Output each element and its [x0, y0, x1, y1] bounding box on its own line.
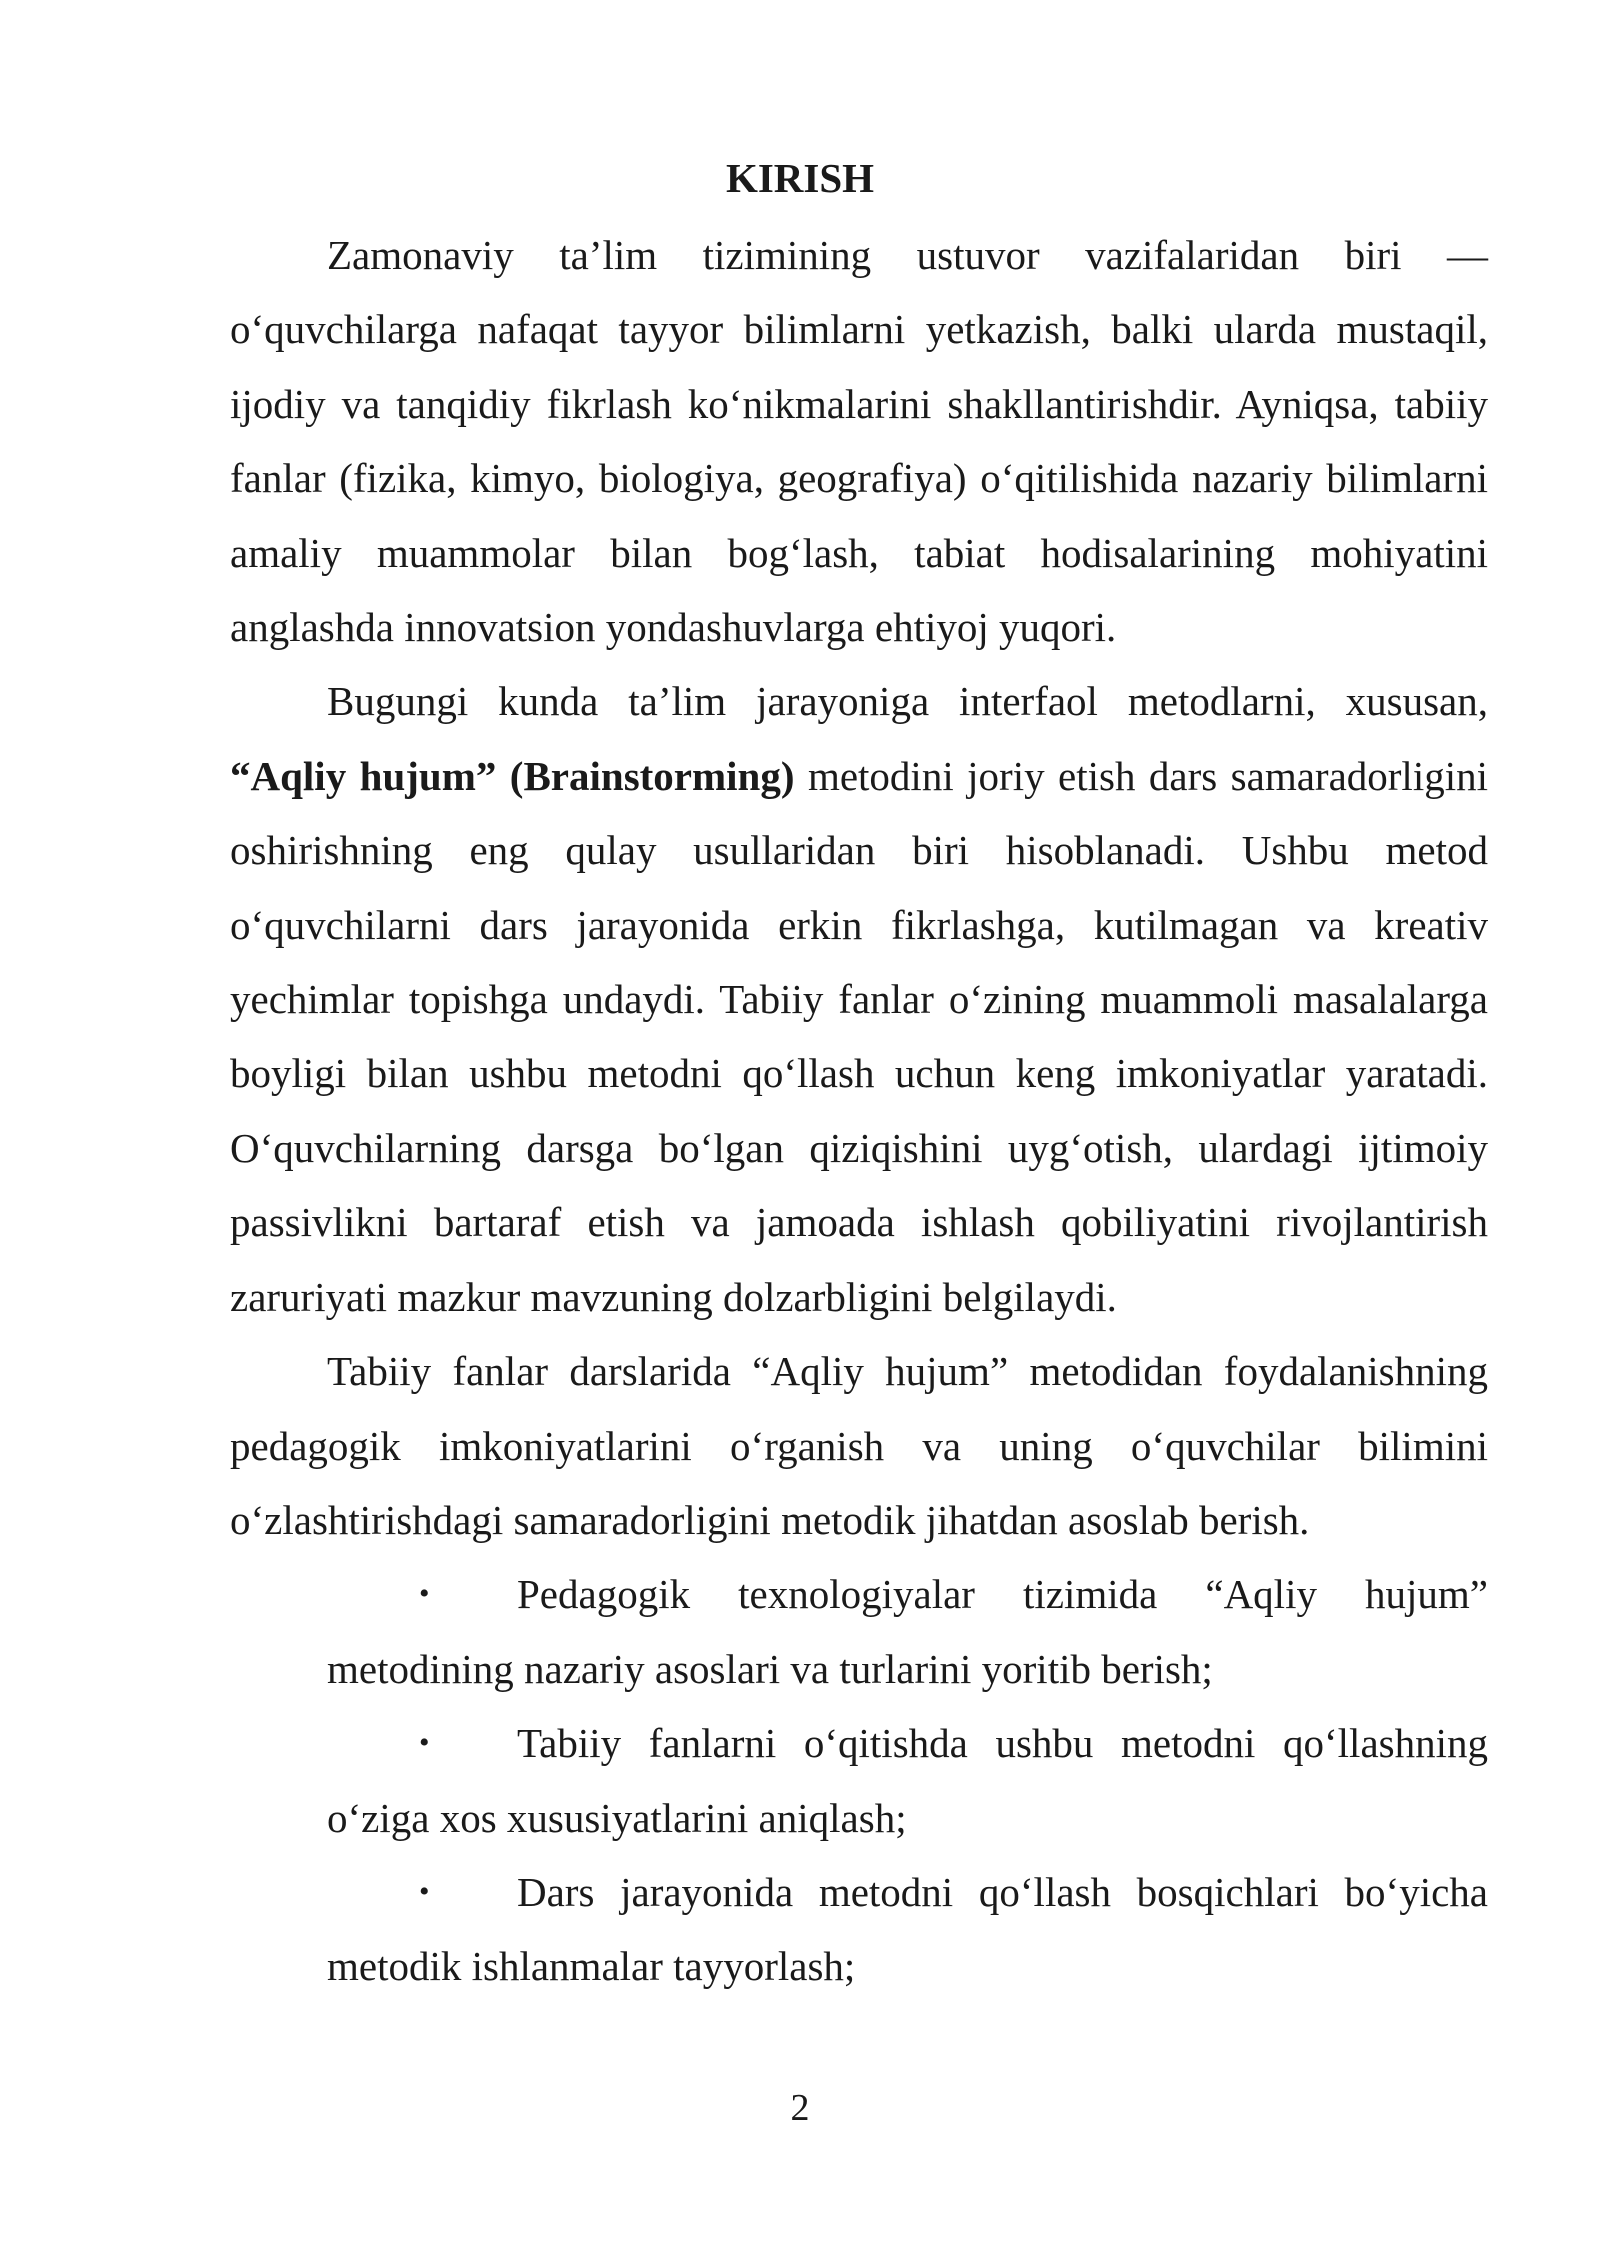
section-heading: KIRISH	[725, 155, 875, 201]
list-item	[327, 1557, 1488, 1706]
paragraph-3: Tabiiy fanlar darslarida “Aqliy hujum” metodidan foydalanishning pedagogik imkoniyatlarini o‘rganish va uning o‘quvchilar bilimini o‘zlashtirishdagi samaradorligini metodik jihatdan asoslab berish.	[230, 1348, 1488, 1543]
list-item	[327, 1855, 1488, 2004]
paragraph-1: Zamonaviy ta’lim tizimining ustuvor vazifalaridan biri — o‘quvchilarga nafaqat tayyor bilimlarni yetkazish, balki ularda mustaqil, ijodiy va tanqidiy fikrlash ko‘nikmalarini shakllantirishdir. Ayniqsa, tabiiy fanlar (fizika, kimyo, biologiya, geografiya) o‘qitilishida nazariy bilimlarni amaliy muammolar bilan bog‘lash, tabiat hodisalarining mohiyatini anglashda innovatsion yondashuvlarga ehtiyoj yuqori.	[230, 232, 1488, 651]
bullet-icon: •	[419, 1577, 430, 1611]
paragraph-2-lead: Bugungi kunda ta’lim jarayoniga interfaol metodlarni, xususan,	[327, 678, 1488, 725]
list-item-text: Tabiiy fanlarni o‘qitishda ushbu metodni qo‘llashning o‘ziga xos xususiyatlarini aniqlash;	[327, 1720, 1488, 1841]
bullet-icon: •	[419, 1726, 430, 1760]
list-item-text: Dars jarayonida metodni qo‘llash bosqichlari bo‘yicha metodik ishlanmalar tayyorlash;	[327, 1868, 1488, 1990]
page-number: 2	[790, 2087, 810, 2129]
body-text	[230, 218, 1488, 2004]
task-list	[230, 1557, 1488, 2003]
list-item-text: Pedagogik texnologiyalar tizimida “Aqliy hujum” metodining nazariy asoslari va turlarini yoritib berish;	[327, 1571, 1488, 1692]
paragraph-2-rest: metodini joriy etish dars samaradorligini oshirishning eng qulay usullaridan biri hisoblanadi. Ushbu metod o‘quvchilarni dars jarayonida erkin fikrlashga, kutilmagan va kreativ yechimlar topishga undaydi. Tabiiy fanlar o‘zining muammoli masalalarga boyligi bilan ushbu metodni qo‘llash uchun keng imkoniyatlar yaratadi. O‘quvchilarning darsga bo‘lgan qiziqishini uyg‘otish, ulardagi ijtimoiy passivlikni bartaraf etish va jamoada ishlash qobiliyatini rivojlantirish zaruriyati mazkur mavzuning dolzarbligini belgilaydi.	[230, 752, 1488, 1320]
list-item	[327, 1706, 1488, 1855]
paragraph-2	[230, 664, 1488, 1334]
method-name-bold: “Aqliy hujum” (Brainstorming)	[230, 752, 795, 799]
bullet-icon: •	[419, 1874, 430, 1908]
